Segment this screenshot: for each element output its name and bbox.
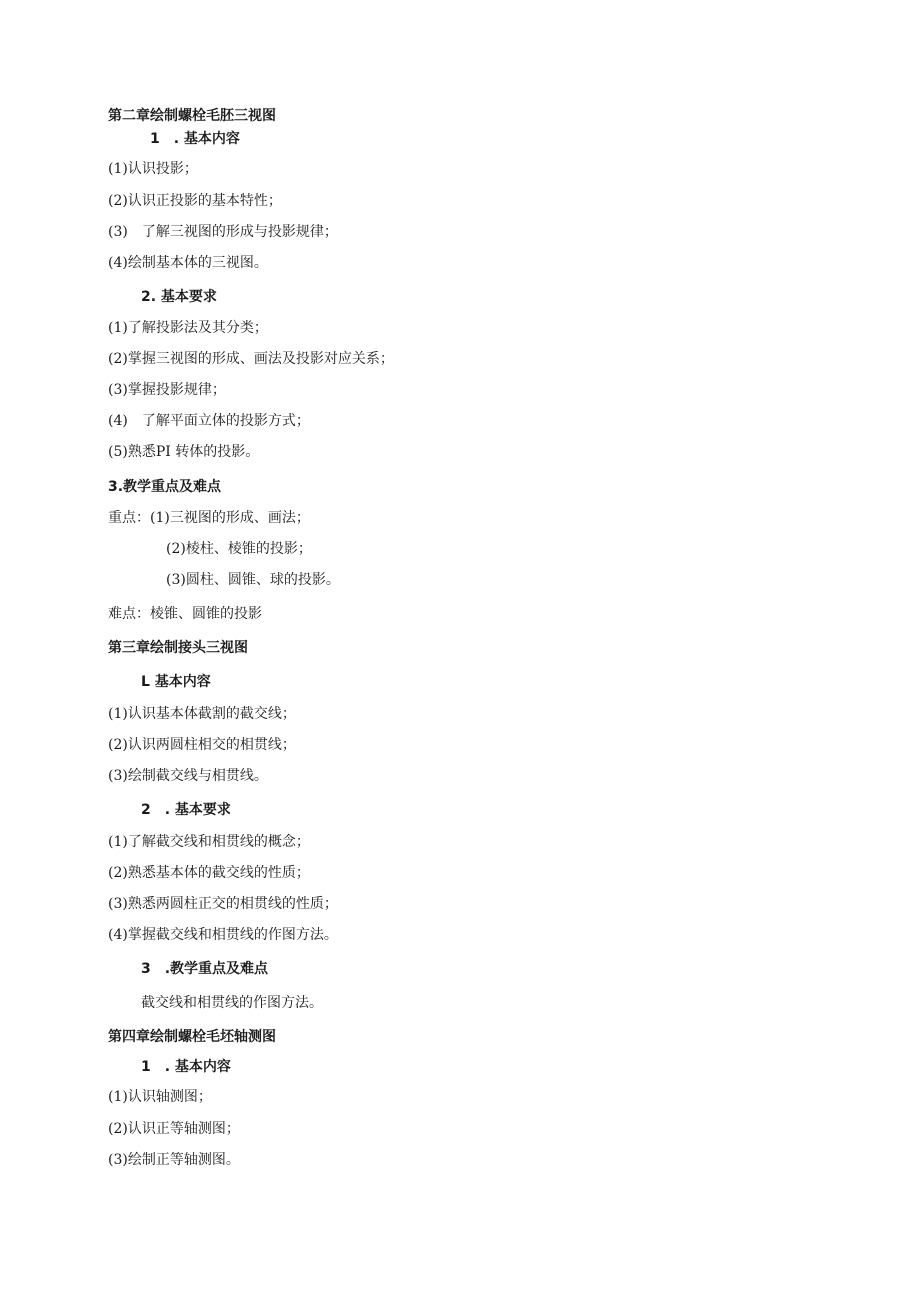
list-item: (3)绘制正等轴测图。	[108, 1152, 240, 1168]
list-item: (3)绘制截交线与相贯线。	[108, 768, 268, 784]
ch2-section-2-heading: 2. 基本要求	[141, 289, 217, 305]
list-item: (3)熟悉两圆柱正交的相贯线的性质；	[108, 896, 338, 912]
ch2-section-3-heading: 3.教学重点及难点	[108, 479, 222, 495]
key-point-line: 重点：(1)三视图的形成、画法；	[108, 510, 310, 526]
list-item: (2)熟悉基本体的截交线的性质；	[108, 865, 310, 881]
list-item: (1)了解投影法及其分类；	[108, 320, 268, 336]
list-item: (1)认识轴测图；	[108, 1089, 212, 1105]
key-point-line: (3)圆柱、圆锥、球的投影。	[166, 572, 340, 588]
list-item: (3)掌握投影规律；	[108, 382, 226, 398]
ch4-section-1-heading: 1 . 基本内容	[141, 1059, 231, 1075]
ch2-section-1-heading: 1 . 基本内容	[150, 131, 240, 147]
list-item: (2)掌握三视图的形成、画法及投影对应关系；	[108, 351, 394, 367]
list-item: (4) 了解平面立体的投影方式；	[108, 413, 310, 429]
list-item: (2)认识两圆柱相交的相贯线；	[108, 737, 296, 753]
list-item: (2)认识正等轴测图；	[108, 1121, 240, 1137]
ch3-section-2-heading: 2 . 基本要求	[141, 802, 231, 818]
difficulty-line: 难点：棱锥、圆锥的投影	[108, 606, 262, 622]
paragraph: 截交线和相贯线的作图方法。	[141, 995, 323, 1011]
list-item: (1)了解截交线和相贯线的概念；	[108, 834, 310, 850]
chapter-3-title: 第三章绘制接头三视图	[108, 640, 248, 656]
chapter-4-title: 第四章绘制螺栓毛坯轴测图	[108, 1029, 276, 1045]
list-item: (4)绘制基本体的三视图。	[108, 255, 268, 271]
chapter-2-title: 第二章绘制螺栓毛胚三视图	[108, 108, 276, 124]
list-item: (1)认识投影；	[108, 161, 198, 177]
list-item: (4)掌握截交线和相贯线的作图方法。	[108, 927, 338, 943]
list-item: (3) 了解三视图的形成与投影规律；	[108, 224, 338, 240]
list-item: (2)认识正投影的基本特性；	[108, 193, 282, 209]
ch3-section-1-heading: L 基本内容	[141, 674, 211, 690]
list-item: (1)认识基本体截割的截交线；	[108, 706, 296, 722]
list-item: (5)熟悉PI 转体的投影。	[108, 444, 260, 460]
ch3-section-3-heading: 3 .教学重点及难点	[141, 961, 269, 977]
key-point-line: (2)棱柱、棱锥的投影；	[166, 541, 312, 557]
